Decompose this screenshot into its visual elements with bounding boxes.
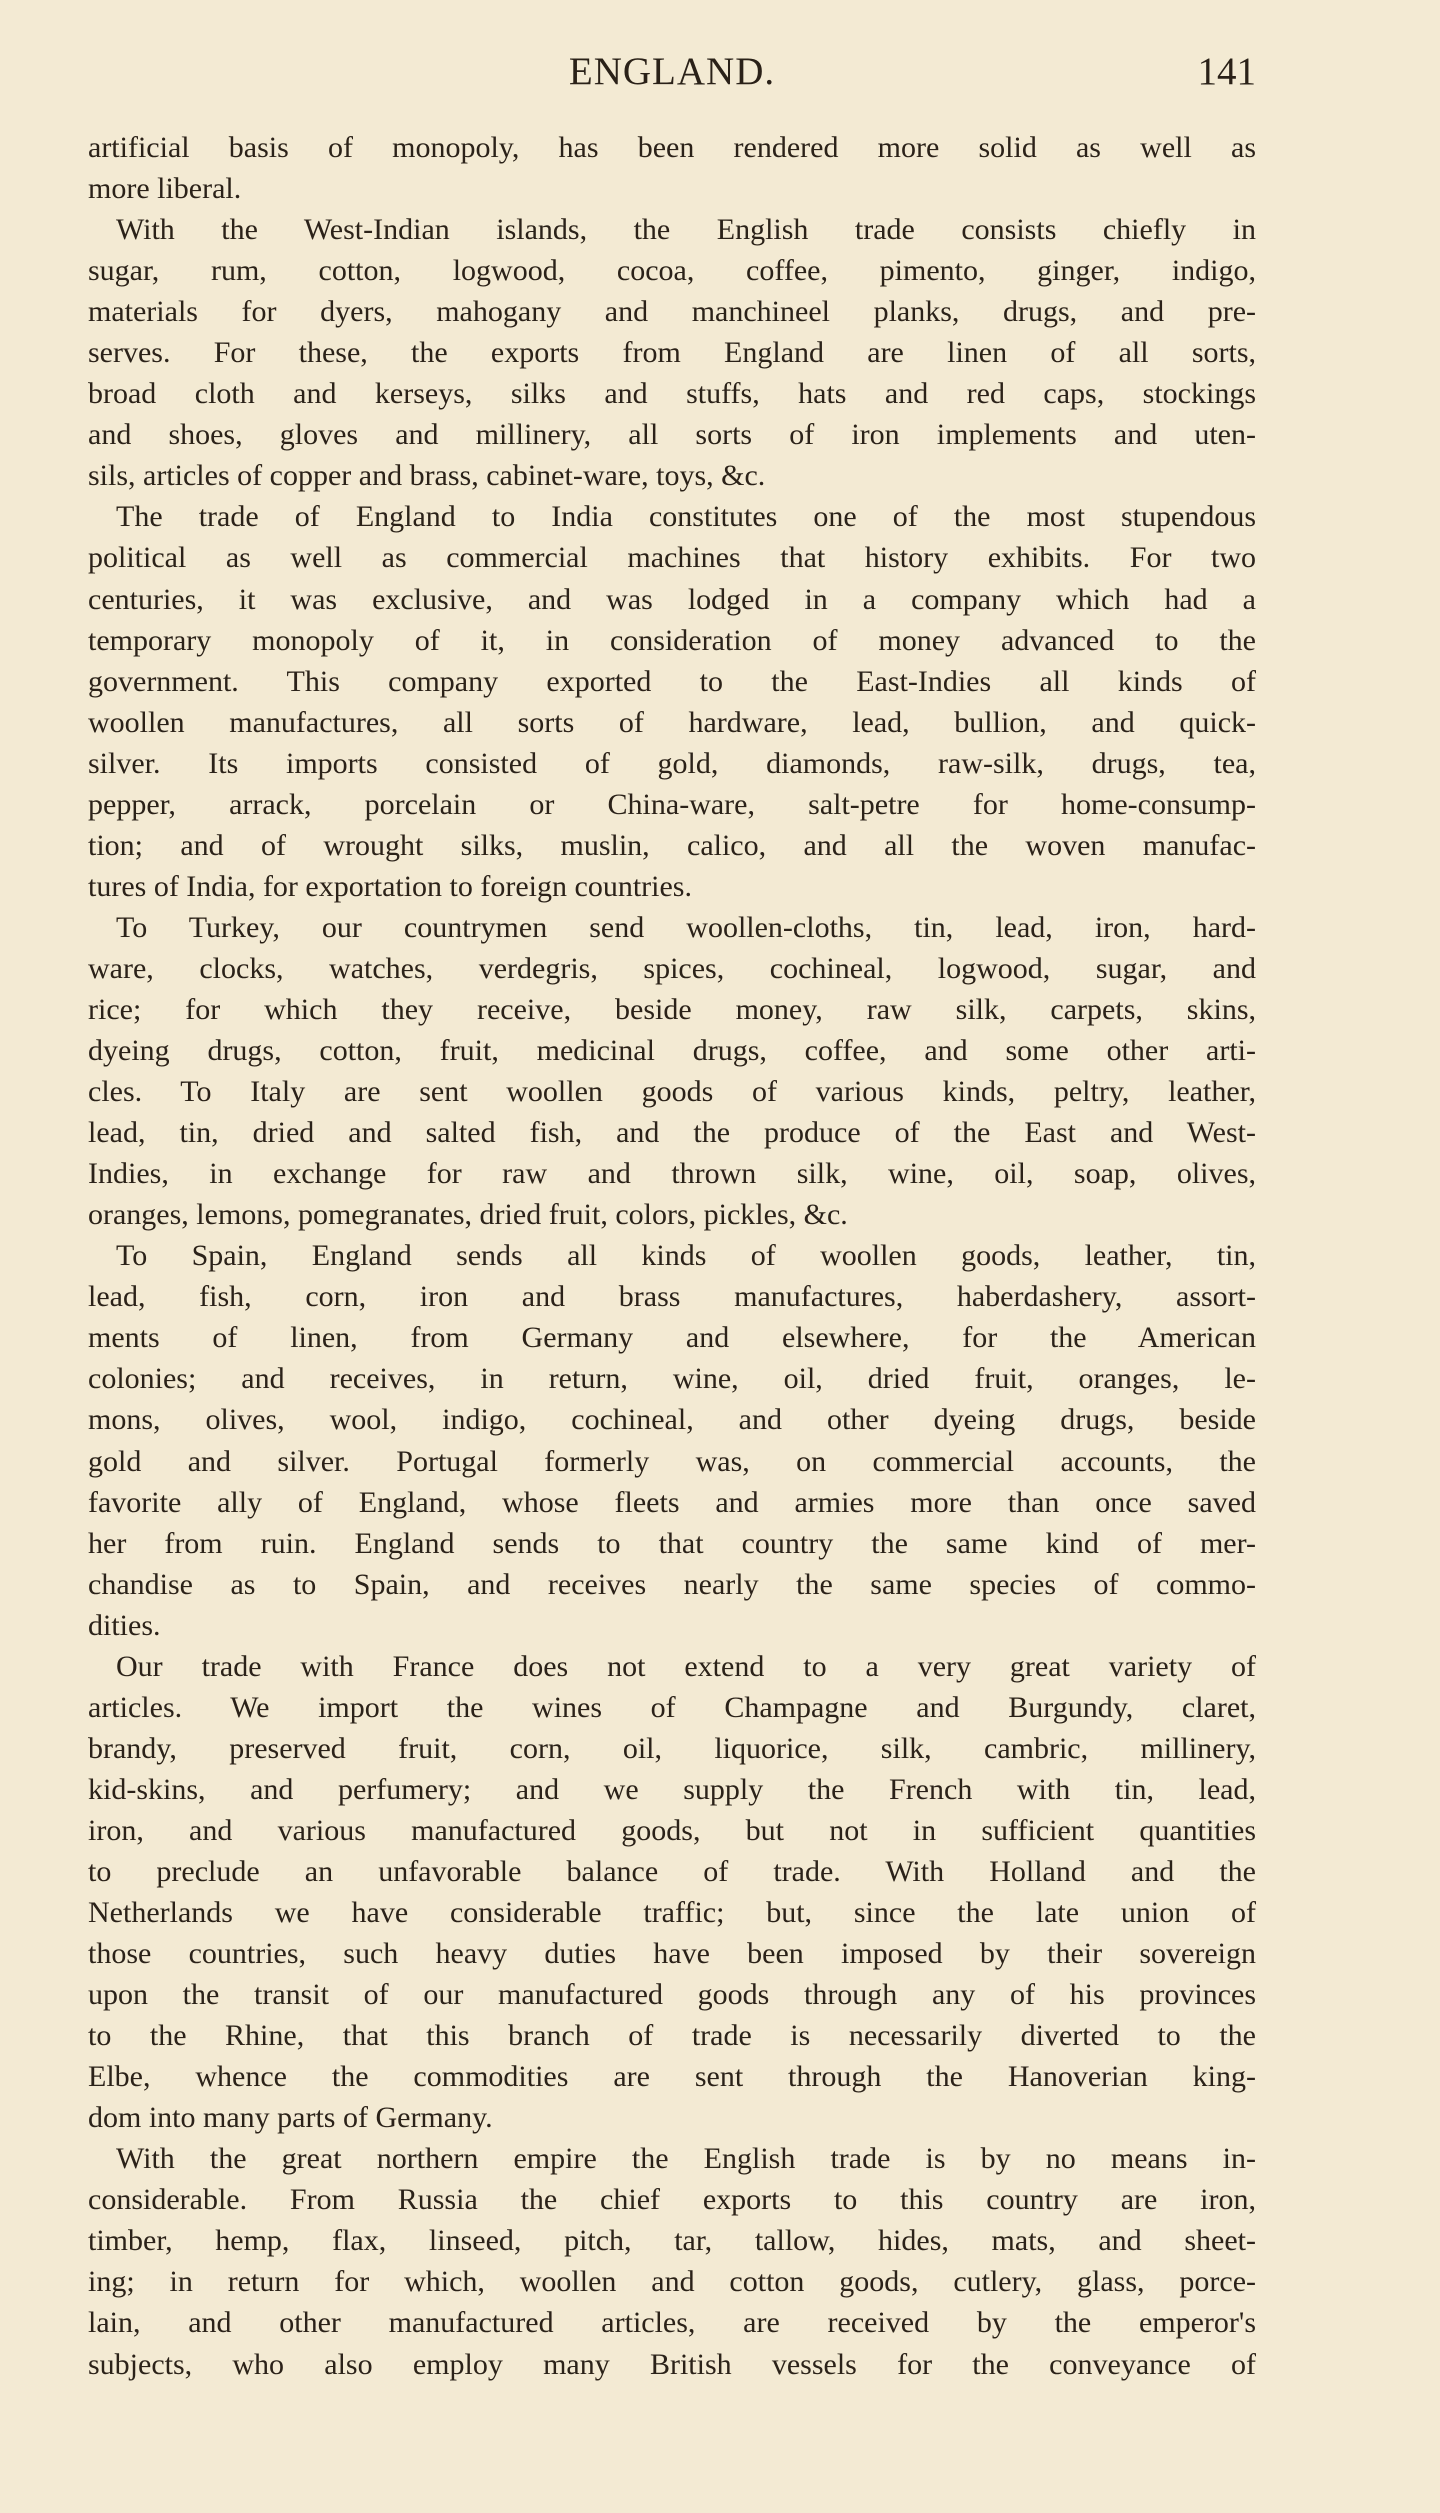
text-line: chandise as to Spain, and receives nearly the same species of commo-	[88, 1567, 1256, 1601]
text-line: serves. For these, the exports from England are linen of all sorts,	[88, 336, 1256, 370]
text-line: pepper, arrack, porcelain or China-ware, salt-petre for home-consump-	[88, 787, 1256, 821]
text-line: tures of India, for exportation to foreign countries.	[88, 869, 692, 903]
text-line: rice; for which they receive, beside money, raw silk, carpets, skins,	[88, 992, 1256, 1026]
text-line: upon the transit of our manufactured goods through any of his provinces	[88, 1978, 1256, 2012]
text-line: With the West-Indian islands, the English trade consists chiefly in	[116, 213, 1256, 247]
text-line: brandy, preserved fruit, corn, oil, liquorice, silk, cambric, millinery,	[88, 1731, 1256, 1765]
text-line: kid-skins, and perfumery; and we supply the French with tin, lead,	[88, 1772, 1256, 1806]
text-line: broad cloth and kerseys, silks and stuffs, hats and red caps, stockings	[88, 377, 1256, 411]
text-line: to the Rhine, that this branch of trade is necessarily diverted to the	[88, 2019, 1256, 2053]
text-line: dyeing drugs, cotton, fruit, medicinal drugs, coffee, and some other arti-	[88, 1034, 1256, 1068]
text-line: those countries, such heavy duties have been imposed by their sovereign	[88, 1937, 1256, 1971]
text-line: lain, and other manufactured articles, are received by the emperor's	[88, 2306, 1256, 2340]
text-line: colonies; and receives, in return, wine, oil, dried fruit, oranges, le-	[88, 1362, 1256, 1396]
text-line: sils, articles of copper and brass, cabinet-ware, toys, &c.	[88, 459, 766, 493]
text-line: lead, tin, dried and salted fish, and the produce of the East and West-	[88, 1116, 1256, 1150]
text-line: woollen manufactures, all sorts of hardware, lead, bullion, and quick-	[88, 705, 1256, 739]
text-line: silver. Its imports consisted of gold, diamonds, raw-silk, drugs, tea,	[88, 746, 1256, 780]
text-line: With the great northern empire the English trade is by no means in-	[116, 2142, 1256, 2176]
page-number: 141	[1197, 50, 1256, 93]
text-line: ing; in return for which, woollen and cotton goods, cutlery, glass, porce-	[88, 2265, 1256, 2299]
text-line: To Turkey, our countrymen send woollen-cloths, tin, lead, iron, hard-	[116, 910, 1256, 944]
text-line: favorite ally of England, whose fleets and armies more than once saved	[88, 1485, 1256, 1519]
text-line: her from ruin. England sends to that country the same kind of mer-	[88, 1526, 1256, 1560]
text-line: gold and silver. Portugal formerly was, on commercial accounts, the	[88, 1444, 1256, 1478]
text-line: Elbe, whence the commodities are sent through the Hanoverian king-	[88, 2060, 1256, 2094]
text-line: artificial basis of monopoly, has been rendered more solid as well as	[88, 131, 1256, 164]
text-line: to preclude an unfavorable balance of trade. With Holland and the	[88, 1854, 1256, 1888]
text-line: timber, hemp, flax, linseed, pitch, tar, tallow, hides, mats, and sheet-	[88, 2224, 1256, 2258]
text-line: sugar, rum, cotton, logwood, cocoa, coffee, pimento, ginger, indigo,	[88, 254, 1256, 288]
text-line: subjects, who also employ many British vessels for the conveyance of	[88, 2347, 1256, 2381]
text-line: ware, clocks, watches, verdegris, spices, cochineal, logwood, sugar, and	[88, 951, 1256, 985]
text-line: and shoes, gloves and millinery, all sorts of iron implements and uten-	[88, 418, 1256, 452]
text-line: dities.	[88, 1608, 161, 1642]
running-head	[88, 50, 1256, 94]
text-line: tion; and of wrought silks, muslin, calico, and all the woven manufac-	[88, 828, 1256, 862]
text-line: considerable. From Russia the chief exports to this country are iron,	[88, 2183, 1256, 2217]
text-line: dom into many parts of Germany.	[88, 2101, 493, 2135]
text-line: The trade of England to India constitutes one of the most stupendous	[116, 500, 1256, 534]
text-line: Netherlands we have considerable traffic; but, since the late union of	[88, 1896, 1256, 1930]
text-line: government. This company exported to the East-Indies all kinds of	[88, 664, 1256, 698]
text-line: cles. To Italy are sent woollen goods of various kinds, peltry, leather,	[88, 1075, 1256, 1109]
text-line: iron, and various manufactured goods, but not in sufficient quantities	[88, 1813, 1256, 1847]
text-line: mons, olives, wool, indigo, cochineal, and other dyeing drugs, beside	[88, 1403, 1256, 1437]
text-line: lead, fish, corn, iron and brass manufactures, haberdashery, assort-	[88, 1280, 1256, 1314]
text-line: To Spain, England sends all kinds of woollen goods, leather, tin,	[116, 1239, 1256, 1273]
text-line: articles. We import the wines of Champagne and Burgundy, claret,	[88, 1690, 1256, 1724]
text-line: materials for dyers, mahogany and manchineel planks, drugs, and pre-	[88, 295, 1256, 329]
body-text	[88, 127, 1256, 2385]
text-line: Our trade with France does not extend to a very great variety of	[116, 1649, 1256, 1683]
text-line: more liberal.	[88, 172, 242, 206]
text-line: Indies, in exchange for raw and thrown silk, wine, oil, soap, olives,	[88, 1157, 1256, 1191]
running-title: ENGLAND.	[568, 50, 776, 93]
text-line: temporary monopoly of it, in consideration of money advanced to the	[88, 623, 1256, 657]
text-line: oranges, lemons, pomegranates, dried fruit, colors, pickles, &c.	[88, 1198, 848, 1232]
text-line: political as well as commercial machines that history exhibits. For two	[88, 541, 1256, 575]
text-line: ments of linen, from Germany and elsewhere, for the American	[88, 1321, 1256, 1355]
text-line: centuries, it was exclusive, and was lodged in a company which had a	[88, 582, 1256, 616]
